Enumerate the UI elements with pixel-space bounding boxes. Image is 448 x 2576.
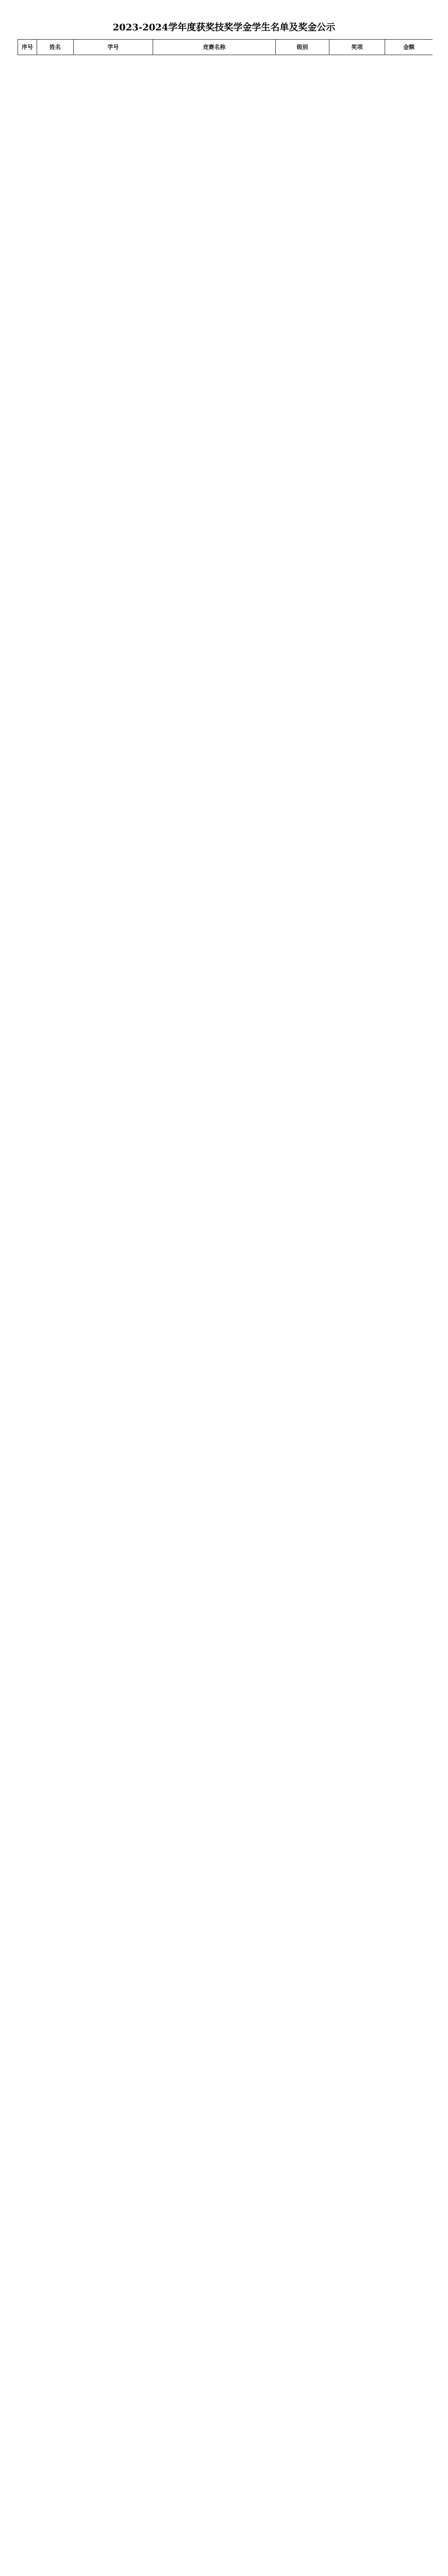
column-header-level: 级别 xyxy=(276,40,329,55)
page-title: 2023-2024学年度获奖技奖学金学生名单及奖金公示 xyxy=(112,22,336,33)
table-header xyxy=(18,40,433,55)
column-header-name: 姓名 xyxy=(37,40,74,55)
award-table xyxy=(18,39,433,55)
column-header-amount: 金额 xyxy=(385,40,433,55)
award-table-container xyxy=(18,39,433,2576)
column-header-no: 序号 xyxy=(18,40,37,55)
header-row xyxy=(18,40,433,55)
column-header-id: 学号 xyxy=(74,40,153,55)
column-header-award: 奖项 xyxy=(329,40,385,55)
column-header-competition: 竞赛名称 xyxy=(153,40,276,55)
